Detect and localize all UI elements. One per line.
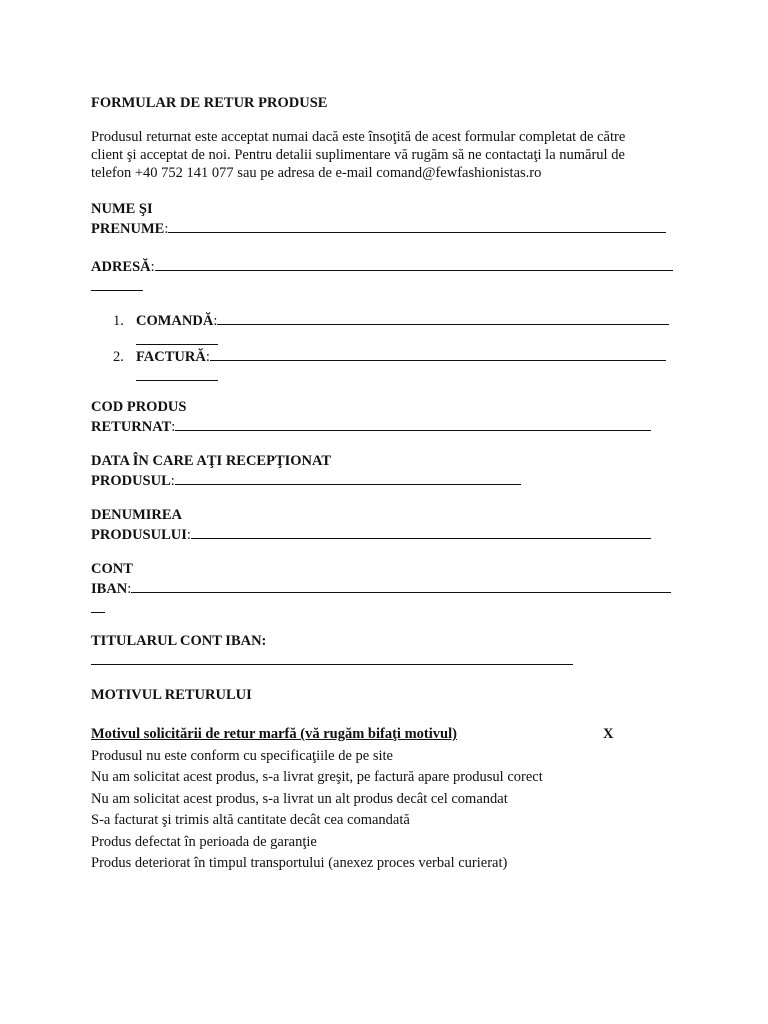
iban-input-line-cont[interactable]: [91, 598, 105, 613]
reason-item[interactable]: S-a facturat şi trimis altă cantitate decât cea comandată: [91, 812, 410, 828]
list-number: 2.: [113, 349, 124, 365]
iban-field: [91, 560, 671, 618]
address-input-line[interactable]: [155, 256, 673, 271]
invoice-label: FACTURĂ: [136, 349, 206, 365]
order-input-line-cont[interactable]: [136, 330, 218, 345]
product-name-field: [91, 506, 651, 544]
order-field: [113, 310, 669, 350]
reason-item[interactable]: Produs deteriorat în timpul transportului (anexez proces verbal curierat): [91, 855, 508, 871]
reason-item[interactable]: Produs defectat în perioada de garanţie: [91, 833, 317, 850]
address-label: ADRESĂ: [91, 259, 151, 275]
iban-holder-input-line[interactable]: [91, 650, 573, 665]
product-name-input-line[interactable]: [191, 524, 651, 539]
return-reason-heading: MOTIVUL RETURULUI: [91, 687, 252, 703]
intro-paragraph: [91, 128, 681, 182]
colon: :: [186, 527, 191, 543]
name-input-line[interactable]: [168, 218, 666, 233]
reasons-check-column-header: X: [603, 726, 614, 742]
colon: :: [127, 581, 132, 597]
invoice-field: [113, 346, 666, 386]
intro-line: client şi acceptat de noi. Pentru detalii suplimentare vă rugăm să ne contactaţi la numărul de: [91, 147, 625, 163]
order-label: COMANDĂ: [136, 313, 214, 329]
product-code-input-line[interactable]: [175, 416, 651, 431]
colon: :: [170, 473, 175, 489]
reason-item[interactable]: Nu am solicitat acest produs, s-a livrat un alt produs decât cel comandat: [91, 790, 508, 807]
address-field: [91, 256, 673, 296]
invoice-input-line[interactable]: [210, 346, 666, 361]
invoice-input-line-cont[interactable]: [136, 366, 218, 381]
list-number: 1.: [113, 313, 124, 329]
received-date-label-line2: PRODUSUL: [91, 473, 171, 489]
colon: :: [213, 313, 218, 329]
reason-item[interactable]: Nu am solicitat acest produs, s-a livrat greşit, pe factură apare produsul corect: [91, 769, 543, 785]
order-input-line[interactable]: [217, 310, 669, 325]
received-date-label-line1: DATA ÎN CARE AŢI RECEPŢIONAT: [91, 453, 332, 469]
form-title: FORMULAR DE RETUR PRODUSE: [91, 95, 328, 111]
reason-item[interactable]: Produsul nu este conform cu specificaţiile de pe site: [91, 747, 393, 764]
colon: :: [150, 259, 155, 275]
reasons-header: Motivul solicitării de retur marfă (vă rugăm bifaţi motivul): [91, 726, 457, 742]
product-code-field: [91, 398, 651, 436]
intro-line: Produsul returnat este acceptat numai dacă este însoţită de acest formular completat de către: [91, 129, 626, 145]
iban-input-line[interactable]: [131, 578, 671, 593]
colon: :: [205, 349, 210, 365]
name-label-line2: PRENUME: [91, 221, 165, 237]
product-code-label-line1: COD PRODUS: [91, 399, 187, 415]
product-name-label-line1: DENUMIREA: [91, 507, 183, 523]
address-input-line-cont[interactable]: [91, 276, 143, 291]
colon: :: [171, 419, 176, 435]
iban-holder-field: [91, 632, 573, 670]
iban-label-line2: IBAN: [91, 581, 128, 597]
name-label-line1: NUME ŞI: [91, 201, 153, 217]
return-reasons-table: [91, 724, 651, 875]
received-date-field: [91, 452, 521, 490]
iban-holder-label: TITULARUL CONT IBAN:: [91, 633, 267, 649]
colon: :: [164, 221, 169, 237]
product-name-label-line2: PRODUSULUI: [91, 527, 187, 543]
name-field: [91, 200, 666, 238]
product-code-label-line2: RETURNAT: [91, 419, 172, 435]
received-date-input-line[interactable]: [175, 470, 521, 485]
intro-line: telefon +40 752 141 077 sau pe adresa de e-mail comand@fewfashionistas.ro: [91, 165, 542, 181]
iban-label-line1: CONT: [91, 561, 133, 577]
